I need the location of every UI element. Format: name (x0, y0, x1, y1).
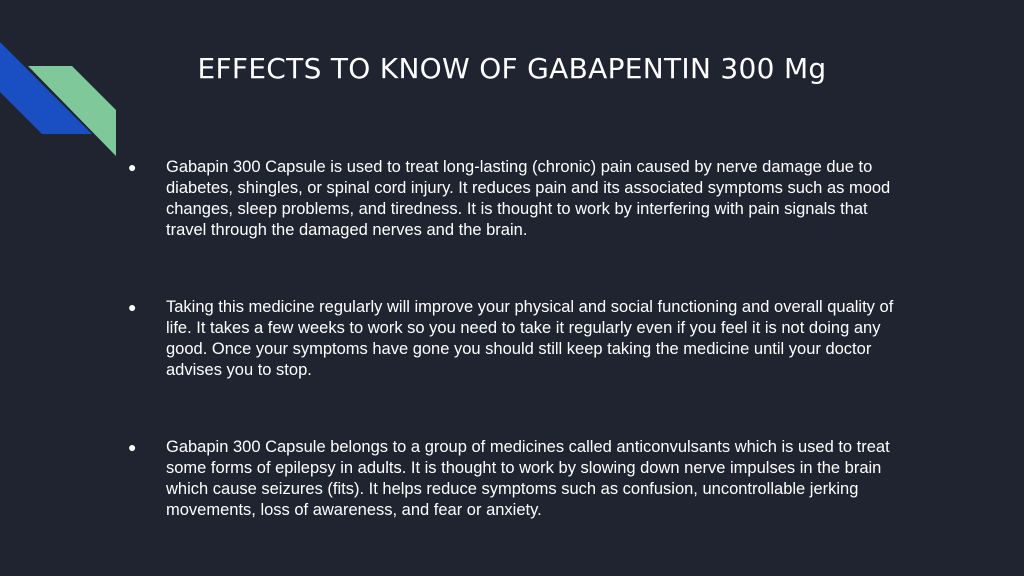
bullet-text: Gabapin 300 Capsule belongs to a group of medicines called anticonvulsants which is used to treat some forms of epilepsy in adults. It is thought to work by slowing down nerve impulses in the brain which cause seizures (fits). It helps reduce symptoms such as confusion, uncontrollable jerking movements, loss of awareness, and fear or anxiety. (166, 438, 890, 519)
list-item (128, 157, 898, 241)
bullet-list (128, 157, 898, 521)
bullet-marker: ● (128, 159, 137, 175)
bullet-marker: ● (128, 299, 137, 315)
list-item (128, 437, 898, 521)
corner-decoration (0, 0, 130, 170)
bullet-marker: ● (128, 439, 137, 455)
list-item (128, 297, 898, 381)
page-title: EFFECTS TO KNOW OF GABAPENTIN 300 Mg (197, 52, 827, 85)
bullet-text: Gabapin 300 Capsule is used to treat long-lasting (chronic) pain caused by nerve damage due to diabetes, shingles, or spinal cord injury. It reduces pain and its associated symptoms such as mood changes, sleep problems, and tiredness. It is thought to work by interfering with pain signals that travel through the damaged nerves and the brain. (166, 158, 891, 239)
bullet-text: Taking this medicine regularly will improve your physical and social functioning and overall quality of life. It takes a few weeks to work so you need to take it regularly even if you feel it is not doing any good. Once your symptoms have gone you should still keep taking the medicine until your doctor advises you to stop. (166, 298, 894, 379)
